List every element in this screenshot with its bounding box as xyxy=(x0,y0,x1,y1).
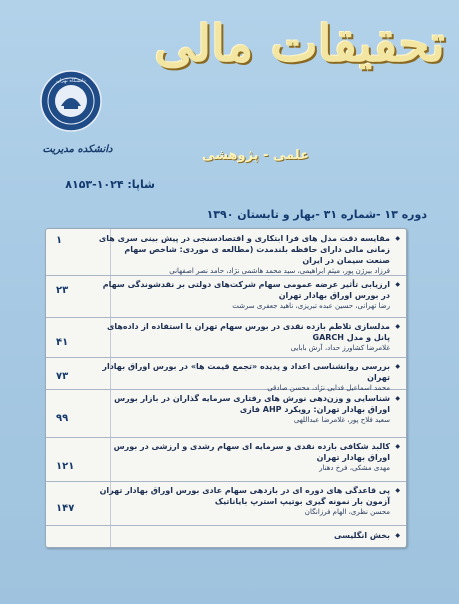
article-authors: فرزاد بیرژن پور، میثم ابراهیمی، سید محمد هاشمی نژاد، حامد نصر اصفهانی xyxy=(169,267,390,275)
article-title: ◆ کالبد شکافی بازده نقدی و سرمایه ای سهام رشدی و ارزشی در بورس اوراق بهادار تهران xyxy=(98,441,398,463)
seal-text: دانشگاه تهران xyxy=(56,78,86,84)
article-title: ◆ مقایسه دقت مدل های فرا ابتکاری و اقتصادسنجی در پیش بینی سری های زمانی مالی دارای حافظه بلندمدت (مطالعه ی موردی: شاخص سهام صنعت سیمان در ایران xyxy=(98,233,398,266)
table-of-contents xyxy=(45,228,407,548)
toc-item xyxy=(46,437,406,482)
article-page: ۴۱ xyxy=(56,337,69,348)
toc-item xyxy=(46,525,406,547)
article-title: ◆ بخش انگلیسی xyxy=(98,530,398,541)
article-page: ۲۳ xyxy=(56,285,69,296)
article-title: ◆ مدلسازی تلاطم بازده نقدی در بورس سهام تهران با استفاده از داده‌های پانل و مدل GARCH xyxy=(98,321,398,343)
article-page: ۱۴۷ xyxy=(56,503,75,514)
article-title: ◆ شناسایی و وزن‌دهی نورش های رفتاری سرمایه گذاران در بازار بورس اوراق بهادار تهران: رویکرد AHP فازی xyxy=(98,393,398,415)
toc-item xyxy=(46,357,406,390)
issn-number: شاپا: ۱۰۲۴-۸۱۵۳ xyxy=(65,178,155,191)
toc-item xyxy=(46,481,406,526)
toc-item xyxy=(46,389,406,438)
toc-item xyxy=(46,275,406,318)
toc-item xyxy=(46,229,406,276)
journal-subtitle: علمی - پژوهشی xyxy=(202,148,309,163)
issue-info: دوره ۱۳ -شماره ۳۱ -بهار و تابستان ۱۳۹۰ xyxy=(206,208,427,221)
article-authors: محسن نظری، الهام فرزانگان xyxy=(304,508,390,516)
article-page: ۷۳ xyxy=(56,371,69,382)
toc-item xyxy=(46,317,406,358)
article-authors: سعید فلاح پور، غلامرضا عبداللهی xyxy=(293,416,390,424)
article-page: ۱ xyxy=(56,235,63,246)
article-page: ۹۹ xyxy=(56,413,69,424)
article-authors: محمد اسماعیل فدایی نژاد، محسن صادقی xyxy=(267,384,390,392)
article-title: ◆ ارزیابی تأثیر عرضه عمومی سهام شرکت‌های دولتی بر نقدشوندگی سهام در بورس اوراق بهادار تهران xyxy=(98,279,398,301)
university-seal-icon xyxy=(40,70,102,132)
faculty-name: دانشکده مدیریت xyxy=(42,144,113,155)
article-title: ◆ پی قاعدگی های دوره ای در بازدهی سهام عادی بورس اوراق بهادار تهران آزمون بار نمونه گیری بوتیپ استرپ بایاناتیک xyxy=(98,485,398,507)
article-authors: مهدی مشکی، فرخ دهنار xyxy=(319,464,390,472)
article-title: ◆ بررسی روانشناسی اعداد و پدیده «تجمع قیمت ها» در بورس اوراق بهادار تهران xyxy=(98,361,398,383)
journal-title: تحقیقات مالی xyxy=(154,14,445,73)
article-authors: رضا تهرانی، حسین عبده تبریزی، ناهید جعفری سرشت xyxy=(232,302,390,310)
article-authors: غلامرضا کشاورز حداد، آرش بابایی xyxy=(290,344,390,352)
article-page: ۱۲۱ xyxy=(56,461,75,472)
